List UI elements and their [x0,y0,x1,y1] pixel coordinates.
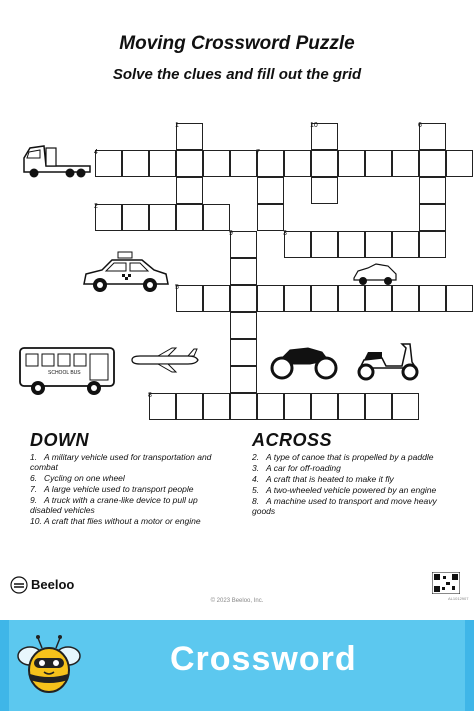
svg-text:SCHOOL BUS: SCHOOL BUS [48,370,81,376]
clue-number: 9 [229,230,233,237]
grid-cell[interactable] [419,285,446,312]
taxi-icon [78,250,173,298]
grid-cell[interactable] [257,177,284,204]
grid-cell[interactable] [203,150,230,177]
motorcycle-icon [270,336,340,382]
grid-cell[interactable] [176,393,203,420]
grid-cell[interactable] [149,150,176,177]
brand-name: Beeloo [31,577,75,592]
grid-cell[interactable] [311,285,338,312]
clue-number: 10 [310,122,318,129]
grid-cell[interactable] [257,204,284,231]
grid-cell[interactable] [149,393,176,420]
across-heading: ACROSS [252,430,333,450]
grid-cell[interactable] [446,285,473,312]
grid-cell[interactable] [230,339,257,366]
down-clue-1: 1. A military vehicle used for transportation and combat [30,452,212,472]
qr-code-label: AL1012907 [448,596,469,601]
truck-icon [20,140,95,182]
grid-cell[interactable] [365,393,392,420]
grid-cell[interactable] [149,204,176,231]
grid-cell[interactable] [257,393,284,420]
grid-cell[interactable] [365,231,392,258]
grid-cell[interactable] [284,393,311,420]
grid-cell[interactable] [338,150,365,177]
grid-cell[interactable] [176,123,203,150]
clue-number: 1 [175,122,179,129]
down-clue-6: 6. Cycling on one wheel [30,473,125,483]
grid-cell[interactable] [284,285,311,312]
clue-number: 6 [418,122,422,129]
grid-cell[interactable] [203,285,230,312]
grid-cell[interactable] [419,123,446,150]
bee-mascot-icon [14,628,84,698]
down-heading: DOWN [30,430,89,450]
page-title: Moving Crossword Puzzle [119,33,355,54]
grid-cell[interactable] [230,312,257,339]
grid-cell[interactable] [284,231,311,258]
grid-cell[interactable] [230,258,257,285]
down-clue-9: 9. A truck with a crane-like device to pull up disabled vehicles [30,495,198,515]
grid-cell[interactable] [311,393,338,420]
grid-cell[interactable] [257,285,284,312]
clue-number: 2 [94,203,98,210]
across-clue-list [252,452,448,516]
airplane-icon [128,346,200,374]
clue-number: 7 [256,149,260,156]
grid-cell[interactable] [176,177,203,204]
grid-cell[interactable] [365,285,392,312]
qr-code-icon[interactable] [432,572,460,594]
grid-cell[interactable] [122,150,149,177]
grid-cell[interactable] [311,177,338,204]
grid-cell[interactable] [419,177,446,204]
grid-cell[interactable] [230,150,257,177]
grid-cell[interactable] [95,150,122,177]
grid-cell[interactable] [446,150,473,177]
across-clue-5: 5. A two-wheeled vehicle powered by an engine [252,485,437,495]
grid-cell[interactable] [203,393,230,420]
grid-cell[interactable] [338,285,365,312]
grid-cell[interactable] [176,150,203,177]
banner-title: Crossword [170,640,357,678]
car-icon [350,260,400,288]
grid-cell[interactable] [230,393,257,420]
page-subtitle: Solve the clues and fill out the grid [112,66,362,83]
grid-cell[interactable] [230,285,257,312]
grid-cell[interactable] [392,285,419,312]
copyright: © 2023 Beeloo, Inc. [210,598,264,604]
clue-number: 3 [283,230,287,237]
grid-cell[interactable] [203,204,230,231]
grid-cell[interactable] [122,204,149,231]
clue-number: 4 [94,149,98,156]
down-clue-10: 10. A craft that flies without a motor or engine [30,516,201,526]
across-clue-4: 4. A craft that is heated to make it fly [252,474,394,484]
grid-cell[interactable] [365,150,392,177]
grid-cell[interactable] [392,150,419,177]
clue-number: 5 [175,284,179,291]
grid-cell[interactable] [419,231,446,258]
grid-cell[interactable] [176,285,203,312]
grid-cell[interactable] [338,393,365,420]
clue-number: 8 [148,392,152,399]
across-clue-2: 2. A type of canoe that is propelled by a paddle [252,452,434,462]
grid-cell[interactable] [284,150,311,177]
grid-cell[interactable] [392,231,419,258]
grid-cell[interactable] [392,393,419,420]
grid-cell[interactable] [176,204,203,231]
down-clue-list [30,452,230,526]
grid-cell[interactable] [95,204,122,231]
grid-cell[interactable] [230,231,257,258]
grid-cell[interactable] [338,231,365,258]
grid-cell[interactable] [311,150,338,177]
grid-cell[interactable] [257,150,284,177]
across-clue-3: 3. A car for off-roading [252,463,341,473]
bus-icon [18,342,118,400]
down-clue-7: 7. A large vehicle used to transport people [30,484,194,494]
grid-cell[interactable] [419,204,446,231]
beeloo-logo-icon [10,576,28,594]
scooter-icon [352,338,422,384]
grid-cell[interactable] [419,150,446,177]
grid-cell[interactable] [230,366,257,393]
across-clue-8: 8. A machine used to transport and move heavy goods [252,496,437,516]
grid-cell[interactable] [311,231,338,258]
